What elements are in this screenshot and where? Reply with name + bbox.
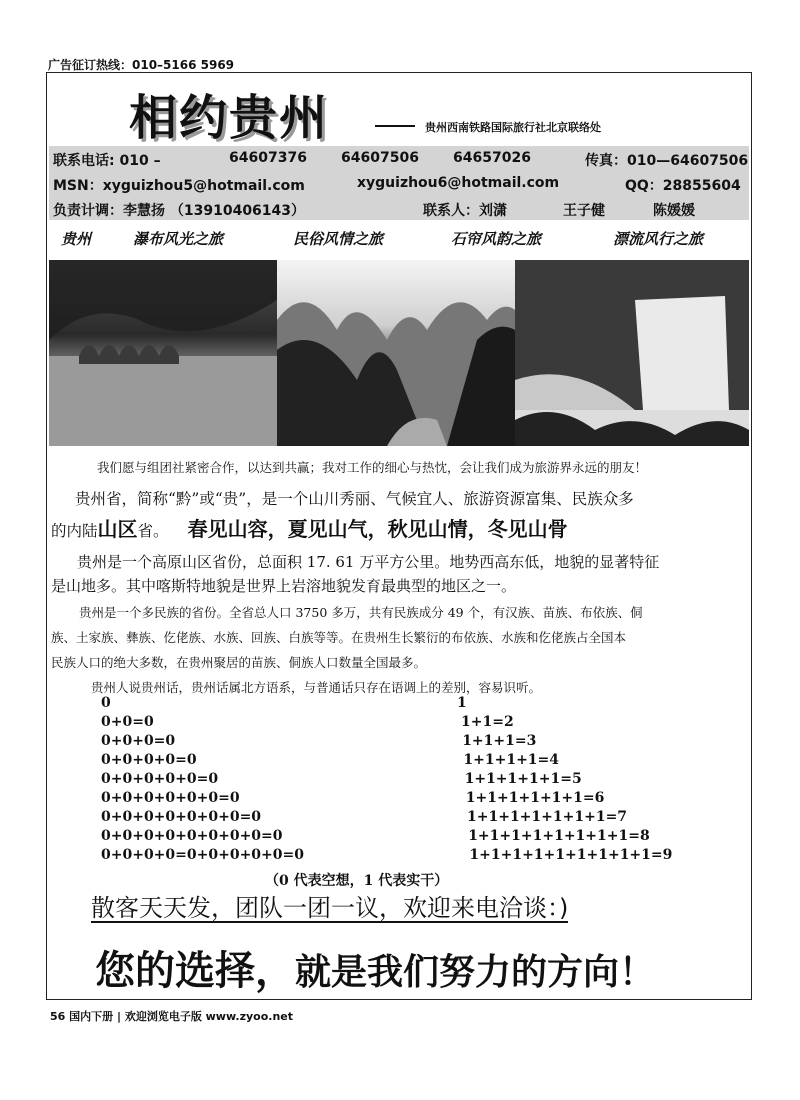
phone-3: 64657026	[453, 150, 531, 166]
phone-2: 64607506	[341, 150, 419, 166]
one-equation-row: 1+1+1+1+1+1=6	[465, 790, 605, 806]
equation-note: （0 代表空想，1 代表实干）	[265, 873, 449, 889]
contact-box	[49, 146, 749, 220]
route-list	[47, 228, 753, 250]
zero-equation-row: 0	[101, 695, 111, 711]
slogan-line-1: 散客天天发，团队一团一议，欢迎来电洽谈：)	[91, 894, 569, 922]
para1-mountain-area: 山区	[97, 517, 138, 541]
para1-line1: 贵州省，简称“黔”或“贵”，是一个山川秀丽、气候宜人、旅游资源富集、民族众多	[75, 490, 634, 508]
para3-line3: 民族人口的绝大多数，在贵州聚居的苗族、侗族人口数量全国最多。	[51, 655, 427, 670]
slogan-line-2	[95, 939, 655, 996]
one-equation-row: 1+1+1=3	[462, 733, 537, 749]
seasons-highlight: 春见山容，夏见山气，秋见山情，冬见山骨	[187, 517, 568, 541]
zero-equation-row: 0+0+0=0	[101, 733, 176, 749]
one-equation-row: 1+1+1+1+1=5	[464, 771, 582, 787]
para1-line2	[51, 513, 757, 542]
ad-frame	[46, 72, 752, 1000]
msn-2: xyguizhou6@hotmail.com	[357, 175, 560, 191]
one-equation-row: 1+1+1+1=4	[463, 752, 560, 768]
phone-1: 64607376	[229, 150, 307, 166]
route-folk: 民俗风情之旅	[293, 230, 384, 248]
slogan-our-direction: 就是我们努力的方向！	[295, 951, 656, 993]
photo-strip	[49, 260, 749, 446]
qq: QQ：28855604	[625, 178, 741, 194]
zero-equation-row: 0+0=0	[101, 714, 154, 730]
zero-equation-row: 0+0+0+0+0+0+0+0=0	[101, 828, 283, 844]
para2-line2: 是山地多。其中喀斯特地貌是世界上岩溶地貌发育最典型的地区之一。	[51, 577, 517, 595]
contact-person-1: 联系人：刘潇	[423, 203, 507, 219]
one-equation-row: 1	[457, 695, 467, 711]
stone-bridge-illustration	[49, 260, 277, 446]
para3-line1: 贵州是一个多民族的省份。全省总人口 3750 多万，共有民族成分 49 个，有汉族、苗族、布依族、侗	[79, 605, 643, 620]
zero-equation-row: 0+0+0+0=0	[101, 752, 197, 768]
one-equation-row: 1+1+1+1+1+1+1=7	[467, 809, 628, 825]
zero-equation-row: 0+0+0+0+0+0+0=0	[101, 809, 262, 825]
para3-line2: 族、土家族、彝族、仡佬族、水族、回族、白族等等。在贵州生长繁衍的布依族、水族和仡佬族占全国本	[51, 630, 627, 645]
zero-equation-row: 0+0+0+0+0+0=0	[101, 790, 240, 806]
intro-text: 我们愿与组团社紧密合作，以达到共赢；我对工作的细心与热忱，会让我们成为旅游界永远的朋友！	[97, 460, 648, 475]
agency-name: 贵州西南铁路国际旅行社北京联络处	[425, 121, 601, 134]
phone-label: 联系电话: 010 –	[53, 153, 161, 169]
contact-person-3: 陈媛媛	[653, 203, 695, 219]
one-equation-row: 1+1+1+1+1+1+1+1=8	[468, 828, 650, 844]
ad-hotline: 广告征订热线：010–5166 5969	[48, 58, 235, 72]
contact-person-2: 王子健	[563, 203, 605, 219]
manager: 负责计调：李慧扬 （13910406143）	[53, 203, 306, 219]
waterfall-photo	[515, 260, 749, 446]
page-footer: 56 国内下册 | 欢迎浏览电子版 www.zyoo.net	[50, 1010, 294, 1023]
karst-mountains-illustration	[277, 260, 515, 446]
para4: 贵州人说贵州话，贵州话属北方语系，与普通话只存在语调上的差别，容易识听。	[91, 680, 542, 695]
page-title: 相约贵州	[129, 90, 330, 146]
zero-equation-row: 0+0+0+0+0=0	[101, 771, 219, 787]
fax: 传真：010—64607506	[585, 153, 749, 169]
one-equation-row: 1+1=2	[461, 714, 514, 730]
one-equation-row: 1+1+1+1+1+1+1+1+1=9	[469, 847, 673, 863]
para1-inland: 的内陆	[51, 522, 98, 540]
route-rafting: 漂流风行之旅	[613, 230, 704, 248]
route-waterfall: 瀑布风光之旅	[133, 230, 224, 248]
subtitle-dash	[375, 125, 415, 127]
para2-line1: 贵州是一个高原山区省份，总面积 17. 61 万平方公里。地势西高东低，地貌的显著特征	[77, 553, 660, 571]
stone-bridge-photo	[49, 260, 277, 446]
route-stone: 石帘风韵之旅	[451, 230, 542, 248]
slogan-your-choice: 您的选择，	[95, 947, 295, 994]
waterfall-illustration	[515, 260, 749, 446]
karst-mountains-photo	[277, 260, 515, 446]
msn-1: MSN：xyguizhou5@hotmail.com	[53, 178, 305, 194]
zero-equation-row: 0+0+0+0=0+0+0+0+0=0	[101, 847, 304, 863]
route-guizhou: 贵州	[61, 230, 92, 248]
para1-province: 省。	[137, 522, 169, 540]
